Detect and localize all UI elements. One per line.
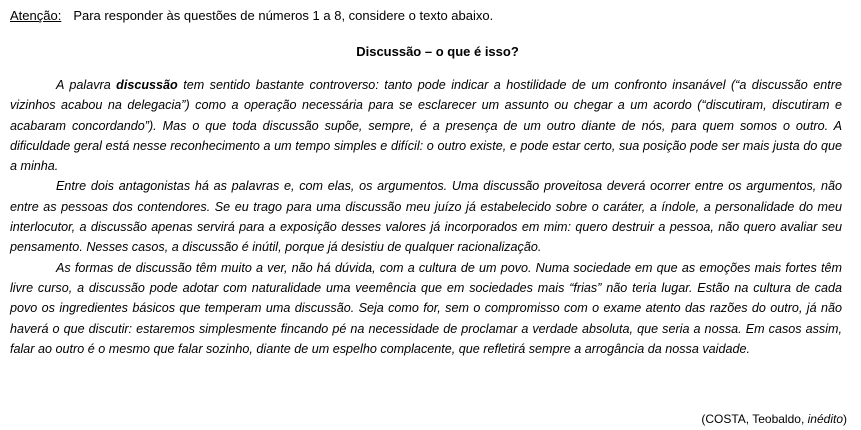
citation-work: inédito (807, 412, 843, 426)
citation-prefix: (COSTA, Teobaldo, (701, 412, 808, 426)
paragraph-2: Entre dois antagonistas há as palavras e, com elas, os argumentos. Uma discussão proveitosa deverá ocorrer entre os argumentos, não entre as pessoas dos contendores. Se eu trago para uma discussão meu juízo já estabelecido sobre o caráter, a índole, a personalidade do meu interlocutor, a discussão apenas servirá para a exposição desses valores já incorporados em mim: quero destruir a pessoa, não quero avaliar seu pensamento. Nesses casos, a discussão é inútil, porque já desistiu de qualquer racionalização. (10, 179, 842, 255)
paragraph-1-lead: A palavra (56, 78, 117, 92)
attention-instruction: Para responder às questões de números 1 a 8, considere o texto abaixo. (73, 8, 494, 23)
source-citation (701, 412, 847, 427)
paragraph-3: As formas de discussão têm muito a ver, não há dúvida, com a cultura de um povo. Numa sociedade em que as emoções mais fortes têm livre curso, a discussão pode adotar com naturalidade uma veemência que em sociedades mais “frias” não teria lugar. Estão na cultura de cada povo os ingredientes básicos que temperam uma discussão. Seja como for, sem o compromisso com o exame atento das razões do outro, já não haverá o que discutir: estaremos simplesmente fincando pé na necessidade de proclamar a verdade absoluta, que seria a nossa. Em casos assim, falar ao outro é o mesmo que falar sozinho, diante de um espelho complacente, que refletirá sempre a arrogância da nossa vaidade. (10, 260, 842, 356)
paragraph-1-text: tem sentido bastante controverso: tanto pode indicar a hostilidade de um confronto insanável (“a discussão entre vizinhos acabou na delegacia”) como a operação necessária para se esclarecer um assunto ou chegar a um acordo (“discutiram, discutiram e acabaram concordando”). Mas o que toda discussão supõe, sempre, é a presença de um outro diante de nós, para quem somos o outro. A dificuldade geral está nesse reconhecimento a um tempo simples e difícil: o outro existe, e pode estar certo, sua posição pode ser mais justa do que a minha. (10, 78, 842, 174)
paragraph-1 (10, 75, 842, 176)
attention-label: Atenção: (10, 8, 62, 23)
keyword-discussao: discussão (116, 78, 178, 92)
citation-suffix: ) (843, 412, 847, 426)
article-title: Discussão – o que é isso? (356, 44, 519, 59)
article-body (10, 75, 842, 359)
attention-notice (10, 8, 493, 24)
